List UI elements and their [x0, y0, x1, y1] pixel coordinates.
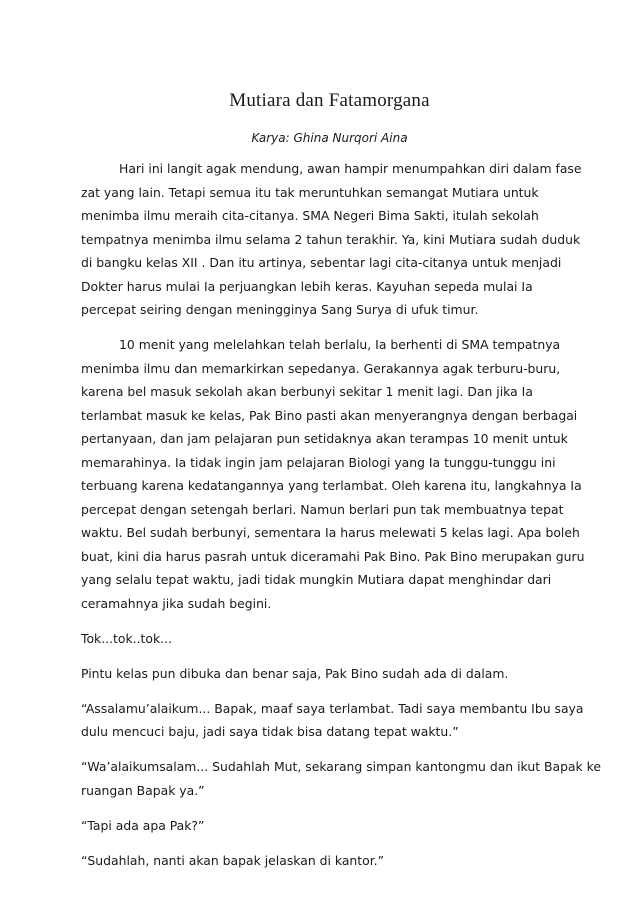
paragraph-line: Pintu kelas pun dibuka dan benar saja, Pak Bino sudah ada di dalam. — [81, 665, 509, 681]
paragraph-line: Hari ini langit agak mendung, awan hampir menumpahkan diri dalam fase — [119, 161, 582, 176]
paragraph-line: 10 menit yang melelahkan telah berlalu, Ia berhenti di SMA tempatnya — [119, 337, 561, 352]
paragraph-line: “Tapi ada apa Pak?” — [81, 817, 205, 833]
paragraph-line: terbuang karena kedatangannya yang terlambat. Oleh karena itu, langkahnya Ia — [81, 478, 582, 493]
story-paragraph — [81, 697, 584, 744]
story-paragraph — [81, 627, 578, 651]
story-title: Mutiara dan Fatamorgana — [229, 90, 430, 111]
paragraph-line: ceramahnya jika sudah begini. — [81, 595, 272, 611]
paragraph-line: “Sudahlah, nanti akan bapak jelaskan di kantor.” — [81, 852, 385, 868]
story-paragraph — [81, 333, 585, 615]
paragraph-line: di bangku kelas XII . Dan itu artinya, sebentar lagi cita-citanya untuk menjadi — [81, 255, 562, 270]
story-body — [81, 157, 602, 872]
story-paragraph — [81, 814, 578, 838]
story-paragraph — [81, 755, 602, 802]
story-author: Karya: Ghina Nurqori Aina — [251, 131, 408, 145]
paragraph-line: waktu. Bel sudah berbunyi, sementara Ia harus melewati 5 kelas lagi. Apa boleh — [81, 525, 580, 540]
paragraph-line: terlambat masuk ke kelas, Pak Bino pasti akan menyerangnya dengan berbagai — [81, 407, 578, 423]
paragraph-line: Tok...tok..tok... — [81, 630, 172, 646]
paragraph-line: yang selalu tepat waktu, jadi tidak mungkin Mutiara dapat menghindar dari — [81, 572, 552, 587]
paragraph-line: dulu mencuci baju, jadi saya tidak bisa datang tepat waktu.” — [81, 724, 459, 739]
paragraph-line: menimba ilmu meraih cita-citanya. SMA Negeri Bima Sakti, itulah sekolah — [81, 208, 539, 223]
paragraph-line: “Wa’alaikumsalam... Sudahlah Mut, sekarang simpan kantongmu dan ikut Bapak ke — [81, 759, 602, 774]
paragraph-line: tempatnya menimba ilmu selama 2 tahun terakhir. Ya, kini Mutiara sudah duduk — [81, 231, 581, 247]
paragraph-line: zat yang lain. Tetapi semua itu tak meruntuhkan semangat Mutiara untuk — [81, 184, 539, 200]
paragraph-line: percepat seiring dengan meningginya Sang Surya di ufuk timur. — [81, 302, 479, 317]
paragraph-line: memarahinya. Ia tidak ingin jam pelajaran Biologi yang Ia tunggu-tunggu ini — [81, 454, 556, 470]
paragraph-line: karena bel masuk sekolah akan berbunyi sekitar 1 menit lagi. Dan jika Ia — [81, 384, 533, 399]
story-paragraph — [81, 157, 582, 322]
story-paragraph — [81, 662, 578, 686]
paragraph-line: “Assalamu’alaikum... Bapak, maaf saya terlambat. Tadi saya membantu Ibu saya — [81, 700, 584, 716]
paragraph-line: Dokter harus mulai Ia perjuangkan lebih keras. Kayuhan sepeda mulai Ia — [81, 278, 533, 294]
paragraph-line: percepat dengan setengah berlari. Namun berlari pun tak membuatnya tepat — [81, 501, 564, 517]
paragraph-line: pertanyaan, dan jam pelajaran pun setidaknya akan terampas 10 menit untuk — [81, 431, 568, 446]
paragraph-line: ruangan Bapak ya.” — [81, 782, 205, 798]
story-paragraph — [81, 849, 578, 873]
paragraph-line: buat, kini dia harus pasrah untuk diceramahi Pak Bino. Pak Bino merupakan guru — [81, 548, 585, 564]
paragraph-line: menimba ilmu dan memarkirkan sepedanya. Gerakannya agak terburu-buru, — [81, 360, 561, 376]
